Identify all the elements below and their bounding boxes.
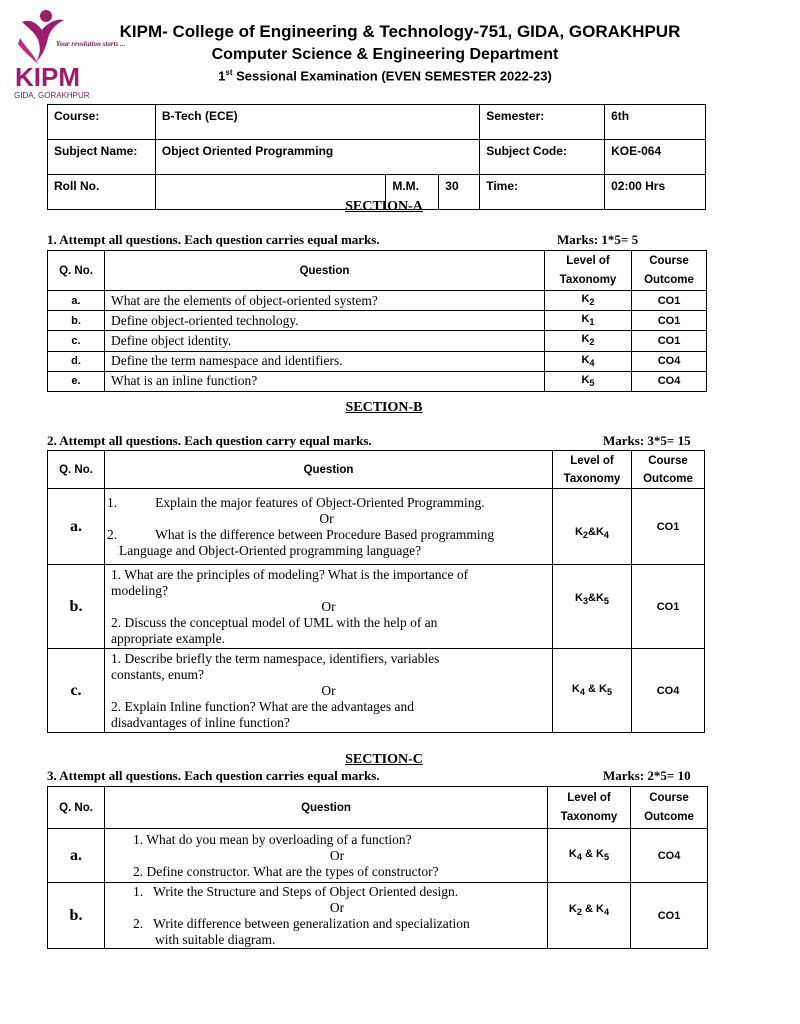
question-number: c. [48, 649, 105, 733]
subject-value: Object Oriented Programming [155, 140, 479, 175]
question-number: a. [48, 291, 105, 311]
question-number: a. [48, 829, 105, 883]
department-name: Computer Science & Engineering Department [211, 46, 559, 63]
logo-location: GIDA, GORAKHPUR [14, 91, 90, 100]
taxonomy-header: Level of Taxonomy [548, 787, 631, 829]
table-row [48, 311, 707, 331]
course-outcome: CO1 [632, 311, 707, 331]
qno-header: Q. No. [48, 251, 105, 291]
outcome-header: Course Outcome [632, 451, 705, 489]
question-text: 1. Describe briefly the term namespace, identifiers, variables constants, enum? Or 2. Explain Inline function? What are the advantages and disadvantages of inline function? [105, 649, 553, 733]
course-outcome: CO1 [632, 291, 707, 311]
exam-info-table [47, 104, 706, 210]
section-a-instruction: 1. Attempt all questions. Each question carries equal marks. [47, 232, 380, 247]
section-b-title: SECTION-B [345, 400, 423, 415]
course-value: B-Tech (ECE) [155, 105, 479, 140]
course-outcome: CO1 [631, 883, 708, 949]
section-c-table [47, 786, 708, 949]
section-b-marks: Marks: 3*5= 15 [603, 433, 691, 448]
question-header: Question [105, 251, 545, 291]
course-outcome: CO1 [632, 489, 705, 565]
question-number: b. [48, 883, 105, 949]
course-outcome: CO4 [632, 371, 707, 391]
taxonomy-header: Level of Taxonomy [553, 451, 632, 489]
question-header: Question [105, 451, 553, 489]
question-text: 1. What are the principles of modeling? What is the importance of modeling? Or 2. Discuss the conceptual model of UML with the help of an appropriate example. [105, 565, 553, 649]
mm-value: 30 [439, 175, 480, 210]
taxonomy-level: $K_2$ [545, 291, 632, 311]
roll-label: Roll No. [48, 175, 156, 210]
qno-header: Q. No. [48, 451, 105, 489]
time-value: 02:00 Hrs [605, 175, 706, 210]
taxonomy-level: $K_4$ & $K_5$ [553, 649, 632, 733]
section-a-marks: Marks: 1*5= 5 [557, 232, 639, 247]
question-number: b. [48, 565, 105, 649]
question-text: Define object identity. [105, 331, 545, 351]
taxonomy-header: Level of Taxonomy [545, 251, 632, 291]
taxonomy-level: $K_3\&K_5$ [553, 565, 632, 649]
taxonomy-level: $K_2\&K_4$ [553, 489, 632, 565]
outcome-header: Course Outcome [631, 787, 708, 829]
question-number: d. [48, 351, 105, 371]
course-outcome: CO4 [632, 351, 707, 371]
taxonomy-level: $K_4$ [545, 351, 632, 371]
exam-title: 1st Sessional Examination (EVEN SEMESTER 2022-23) [218, 68, 552, 84]
question-text: 1. What do you mean by overloading of a function? Or 2. Define constructor. What are the types of constructor? [105, 829, 548, 883]
question-text: 1. Explain the major features of Object-Oriented Programming. Or 2. What is the difference between Procedure Based programming Language and Object-Oriented programming language? [105, 489, 553, 565]
semester-value: 6th [605, 105, 706, 140]
table-row [48, 331, 707, 351]
course-outcome: CO1 [632, 565, 705, 649]
taxonomy-level: $K_5$ [545, 371, 632, 391]
section-a-table [47, 250, 707, 392]
question-text: Define object-oriented technology. [105, 311, 545, 331]
semester-label: Semester: [480, 105, 605, 140]
subject-label: Subject Name: [48, 140, 156, 175]
question-text: What are the elements of object-oriented system? [105, 291, 545, 311]
course-outcome: CO4 [631, 829, 708, 883]
table-row [48, 829, 708, 883]
question-text: Define the term namespace and identifiers. [105, 351, 545, 371]
time-label: Time: [480, 175, 605, 210]
taxonomy-level: $K_2$ [545, 331, 632, 351]
course-outcome: CO4 [632, 649, 705, 733]
taxonomy-level: $K_1$ [545, 311, 632, 331]
outcome-header: Course Outcome [632, 251, 707, 291]
section-c-marks: Marks: 2*5= 10 [603, 768, 691, 783]
college-name: KIPM- College of Engineering & Technology-751, GIDA, GORAKHPUR [119, 22, 681, 41]
table-row [48, 351, 707, 371]
table-row [48, 883, 708, 949]
question-number: c. [48, 331, 105, 351]
section-c-title: SECTION-C [345, 752, 423, 767]
logo-tagline: Your revolution starts ... [56, 40, 126, 48]
qno-header: Q. No. [48, 787, 105, 829]
section-b-table [47, 450, 705, 733]
question-text: 1. Write the Structure and Steps of Object Oriented design. Or 2. Write difference between generalization and specialization with suitable diagram. [105, 883, 548, 949]
question-text: What is an inline function? [105, 371, 545, 391]
table-row [48, 489, 705, 565]
question-number: e. [48, 371, 105, 391]
code-label: Subject Code: [480, 140, 605, 175]
table-row [48, 371, 707, 391]
course-label: Course: [48, 105, 156, 140]
taxonomy-level: $K_2$ & $K_4$ [548, 883, 631, 949]
section-a-title: SECTION-A [345, 199, 423, 214]
question-number: b. [48, 311, 105, 331]
table-row [48, 291, 707, 311]
mm-label: M.M. [386, 175, 439, 210]
question-number: a. [48, 489, 105, 565]
table-row [48, 649, 705, 733]
logo-text: KIPM [15, 62, 80, 92]
course-outcome: CO1 [632, 331, 707, 351]
question-header: Question [105, 787, 548, 829]
section-b-instruction: 2. Attempt all questions. Each question carry equal marks. [47, 433, 372, 448]
section-c-instruction: 3. Attempt all questions. Each question carries equal marks. [47, 768, 380, 783]
taxonomy-level: $K_4$ & $K_5$ [548, 829, 631, 883]
code-value: KOE-064 [605, 140, 706, 175]
table-row [48, 565, 705, 649]
